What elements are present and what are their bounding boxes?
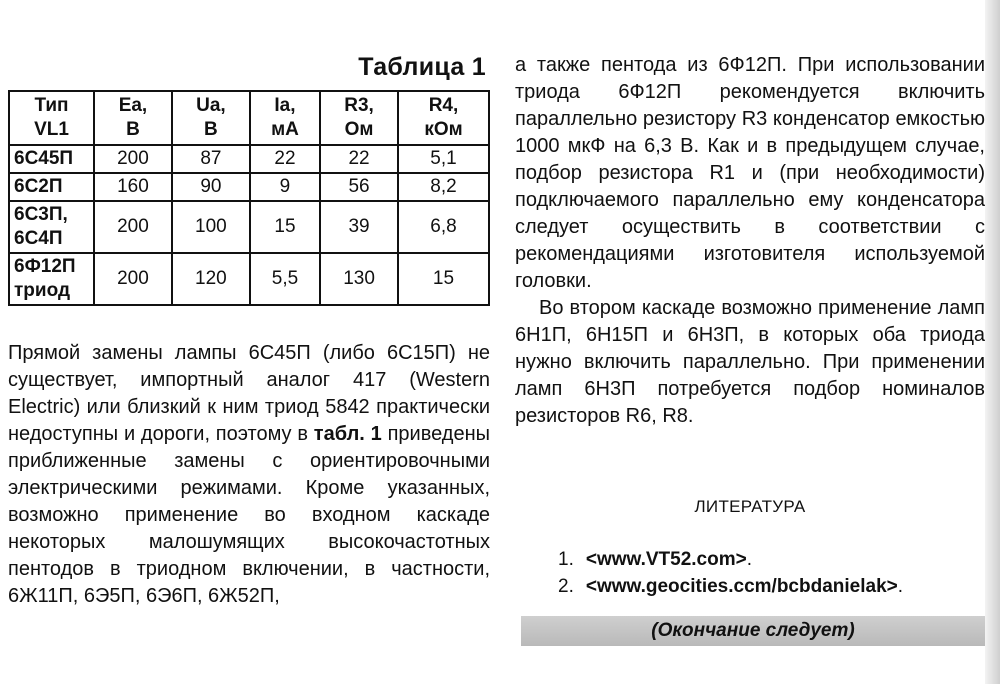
ua-cell: 100 — [172, 201, 250, 253]
tube-type-cell: 6С2П — [9, 173, 94, 201]
r4-cell: 6,8 — [398, 201, 489, 253]
ia-cell: 15 — [250, 201, 320, 253]
tube-type-cell: 6Ф12П триод — [9, 253, 94, 305]
list-item: 1. <www.VT52.com>. — [558, 549, 753, 570]
r4-cell: 5,1 — [398, 145, 489, 173]
r3-cell: 130 — [320, 253, 398, 305]
ua-cell: 87 — [172, 145, 250, 173]
table-reference: табл. 1 — [313, 423, 382, 445]
ea-cell: 200 — [94, 201, 172, 253]
header-r4: R4, кОм — [398, 91, 489, 145]
reference-link: <www.geocities.ccm/bcbdanielak> — [585, 576, 898, 597]
tube-parameters-table — [8, 90, 490, 306]
right-column — [515, 52, 985, 430]
table-header-row — [9, 91, 489, 145]
table-row — [9, 173, 489, 201]
table-row — [9, 201, 489, 253]
literature-list — [558, 546, 903, 600]
r3-cell: 39 — [320, 201, 398, 253]
header-ia: Ia, мА — [250, 91, 320, 145]
ia-cell: 9 — [250, 173, 320, 201]
table-caption: Таблица 1 — [358, 53, 486, 81]
ea-cell: 200 — [94, 145, 172, 173]
ea-cell: 160 — [94, 173, 172, 201]
r3-cell: 22 — [320, 145, 398, 173]
header-ua: Ua, В — [172, 91, 250, 145]
table-row — [9, 253, 489, 305]
list-item: 2. <www.geocities.ccm/bcbdanielak>. — [558, 576, 904, 597]
header-r3: R3, Ом — [320, 91, 398, 145]
left-paragraph: Прямой замены лампы 6С45П (либо 6С15П) не существует, импортный аналог 417 (Western Electric) или близкий к ним триод 5842 практически недоступны и дороги, поэтому в табл. 1 приведены приближенные замены с ориентировочными электрическими режимами. Кроме указанных, возможно применение во входном каскаде некоторых малошумящих высокочастотных пентодов в триодном включении, в частности, 6Ж11П, 6Э5П, 6Э6П, 6Ж52П, — [8, 342, 490, 607]
right-paragraph-2: Во втором каскаде возможно применение ламп 6Н1П, 6Н15П и 6Н3П, в которых оба триода нужно включить параллельно. При применении ламп 6Н3П потребуется подбор номиналов резисторов R6, R8. — [515, 297, 985, 427]
page-edge-shadow — [985, 0, 1000, 684]
tube-type-cell: 6С3П, 6С4П — [9, 201, 94, 253]
ea-cell: 200 — [94, 253, 172, 305]
header-type: Тип VL1 — [9, 91, 94, 145]
header-ea: Ea, В — [94, 91, 172, 145]
r3-cell: 56 — [320, 173, 398, 201]
literature-title: ЛИТЕРАТУРА — [694, 497, 806, 516]
r4-cell: 8,2 — [398, 173, 489, 201]
ia-cell: 5,5 — [250, 253, 320, 305]
reference-link: <www.VT52.com> — [585, 549, 747, 570]
ua-cell: 90 — [172, 173, 250, 201]
tube-type-cell: 6С45П — [9, 145, 94, 173]
r4-cell: 15 — [398, 253, 489, 305]
ia-cell: 22 — [250, 145, 320, 173]
table-block — [8, 52, 490, 306]
right-paragraph-1: а также пентода из 6Ф12П. При использовании триода 6Ф12П рекомендуется включить параллельно резистору R3 конденсатор емкостью 1000 мкФ на 6,3 В. Как и в предыдущем случае, подбор резистора R1 и (при необходимости) подключаемого параллельно ему конденсатора следует осуществить в соответствии с рекомендациями изготовителя используемой головки. — [515, 54, 985, 292]
ua-cell: 120 — [172, 253, 250, 305]
continuation-banner: (Окончание следует) — [521, 616, 985, 646]
table-row — [9, 145, 489, 173]
